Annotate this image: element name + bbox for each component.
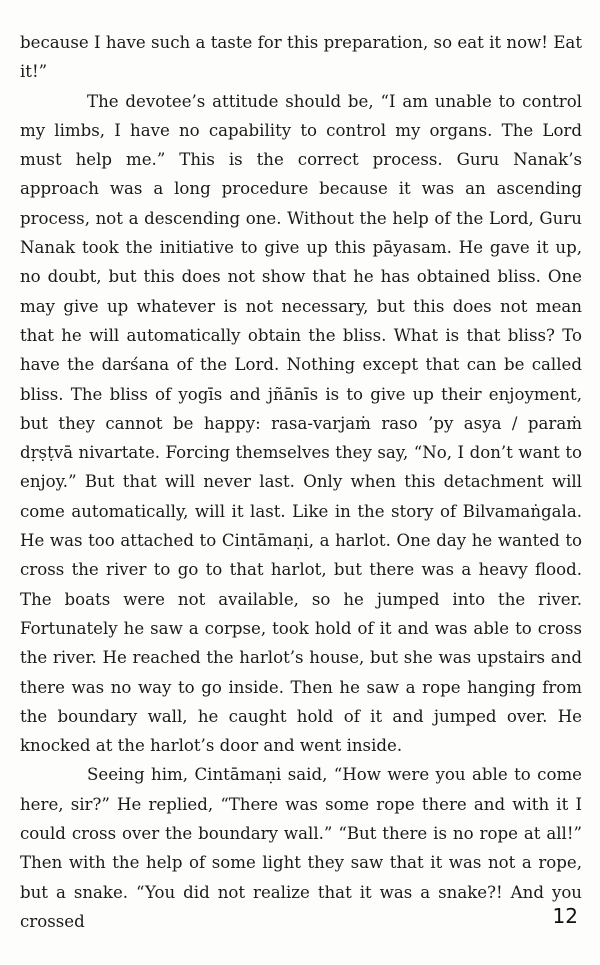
paragraph-1: because I have such a taste for this preparation, so eat it now! Eat it!”: [20, 33, 582, 82]
body-text: [20, 28, 582, 936]
paragraph-3: Seeing him, Cintāmaṇi said, “How were you able to come here, sir?” He replied, “There was some rope there and with it I could cross over the boundary wall.” “But there is no rope at all!” Then with the help of some light they saw that it was not a rope, but a snake. “You did not realize that it was a snake?! And you crossed: [20, 765, 582, 931]
page-number: 12: [552, 904, 578, 928]
paragraph-2: The devotee’s attitude should be, “I am unable to control my limbs, I have no capability to control my organs. The Lord must help me.” This is the correct process. Guru Nanak’s approach was a long procedure because it was an ascending process, not a descending one. Without the help of the Lord, Guru Nanak took the initiative to give up this pāyasam. He gave it up, no doubt, but this does not show that he has obtained bliss. One may give up whatever is not necessary, but this does not mean that he will automatically obtain the bliss. What is that bliss? To have the darśana of the Lord. Nothing except that can be called bliss. The bliss of yogīs and jñānīs is to give up their enjoyment, but they cannot be happy: rasa-varjaṁ raso ’py asya / paraṁ dṛṣṭvā nivartate. Forcing themselves they say, “No, I don’t want to enjoy.” But that will never last. Only when this detachment will come automatically, will it last. Like in the story of Bilvamaṅgala. He was too attached to Cintāmaṇi, a harlot. One day he wanted to cross the river to go to that harlot, but there was a heavy flood. The boats were not available, so he jumped into the river. Fortunately he saw a corpse, took hold of it and was able to cross the river. He reached the harlot’s house, but she was upstairs and there was no way to go inside. Then he saw a rope hanging from the boundary wall, he caught hold of it and jumped over. He knocked at the harlot’s door and went inside.: [20, 91, 582, 756]
